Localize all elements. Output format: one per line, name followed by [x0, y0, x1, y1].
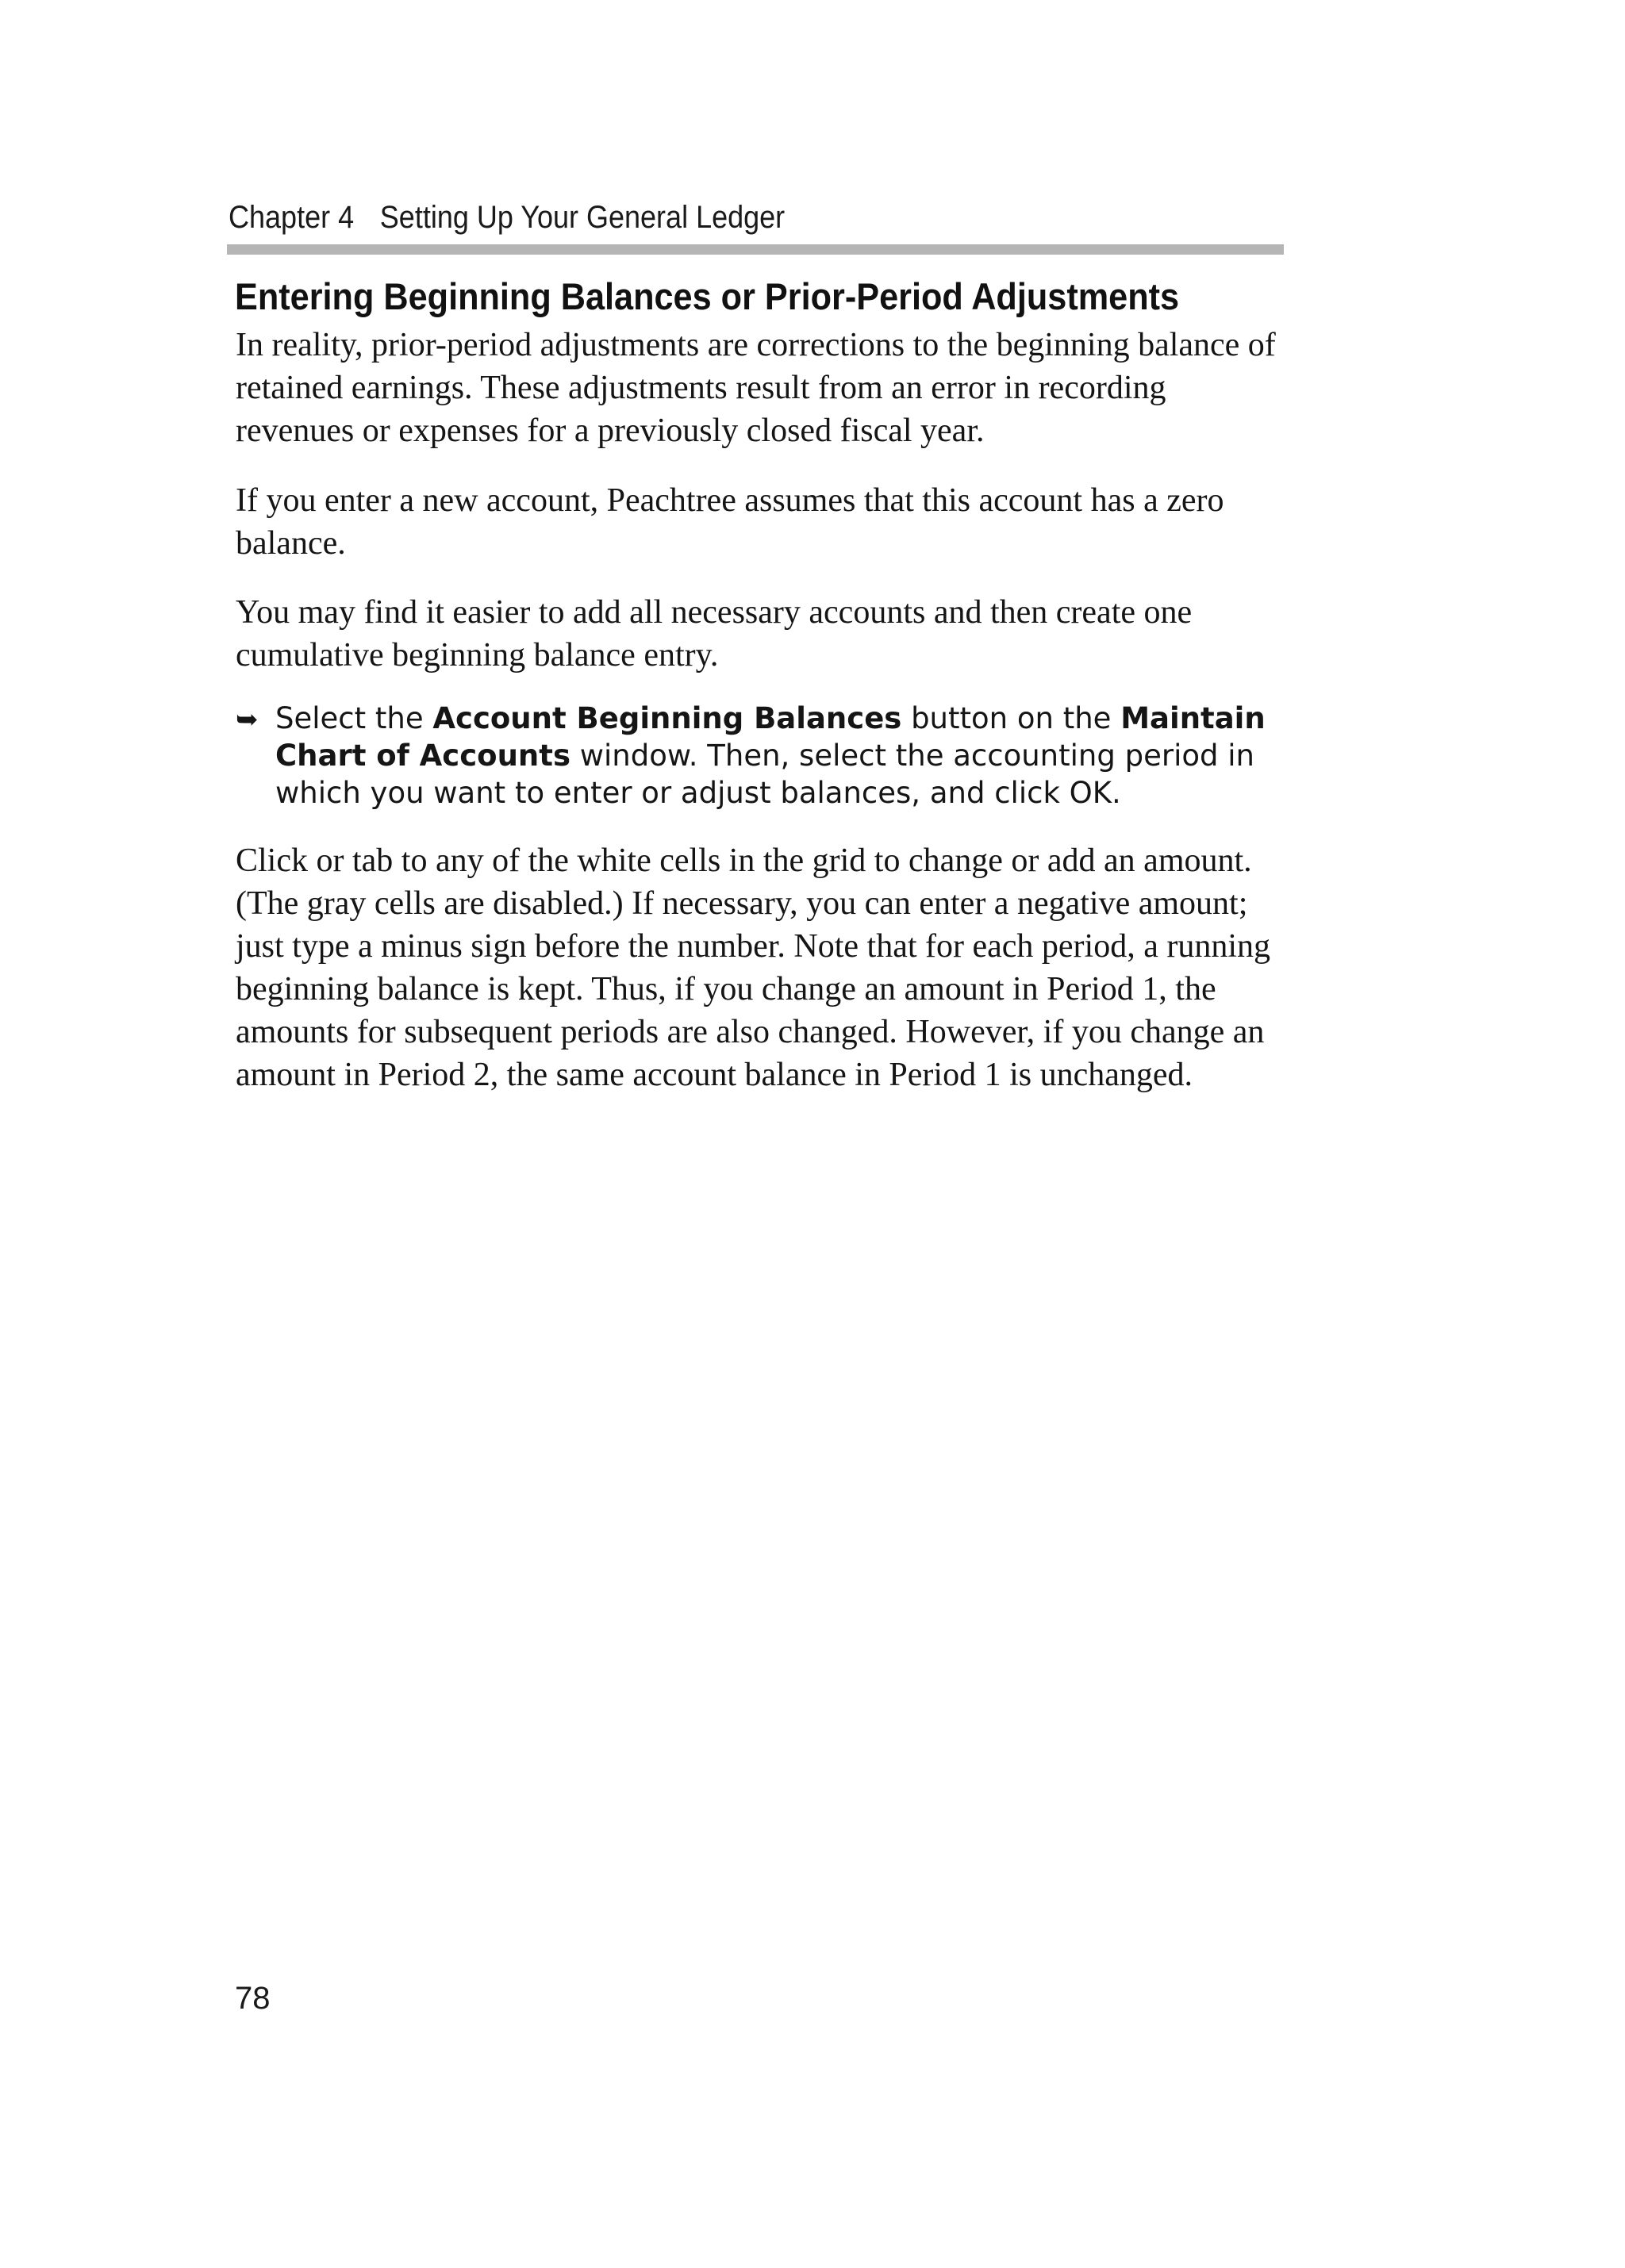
header-rule: [227, 244, 1284, 255]
maintain-chart-of-accounts-reference: Maintain Chart of Accounts: [275, 701, 1266, 773]
body-paragraph-1: [236, 324, 1291, 452]
step-text: [275, 700, 1283, 812]
body-paragraph-4: [236, 839, 1291, 1096]
step-suffix: window. Then, select the accounting period in which you want to enter or adjust balances, and click OK.: [275, 739, 1254, 810]
chapter-label: Chapter 4: [229, 200, 355, 235]
body-paragraph-3: [236, 591, 1291, 677]
step-prefix: Select the: [275, 701, 433, 735]
paragraph-text: Click or tab to any of the white cells in the grid to change or add an amount. (The gray cells are disabled.) If necessary, you can enter a negative amount; just type a minus sign before the number. Note that for each period, a running beginning balance is kept. Thus, if you change an amount in Period 1, the amounts for subsequent periods are also changed. However, if you change an amount in Period 2, the same account balance in Period 1 is unchanged.: [236, 842, 1270, 1093]
procedure-step: [236, 700, 1291, 812]
paragraph-text: If you enter a new account, Peachtree assumes that this account has a zero balance.: [236, 482, 1224, 562]
section-heading: Entering Beginning Balances or Prior-Period Adjustments: [235, 275, 1180, 317]
step-middle: button on the: [901, 701, 1121, 735]
body-paragraph-2: [236, 479, 1291, 565]
paragraph-text: In reality, prior-period adjustments are corrections to the beginning balance of retained earnings. These adjustments result from an error in recording revenues or expenses for a previously closed fiscal year.: [236, 327, 1276, 449]
running-head: [229, 195, 1178, 240]
chapter-title: Setting Up Your General Ledger: [379, 200, 786, 235]
arrow-bullet-icon: ➥: [236, 704, 259, 735]
page-number: 78: [235, 1981, 271, 2016]
account-beginning-balances-reference: Account Beginning Balances: [432, 701, 902, 735]
paragraph-text: You may find it easier to add all necessary accounts and then create one cumulative beginning balance entry.: [236, 594, 1193, 673]
